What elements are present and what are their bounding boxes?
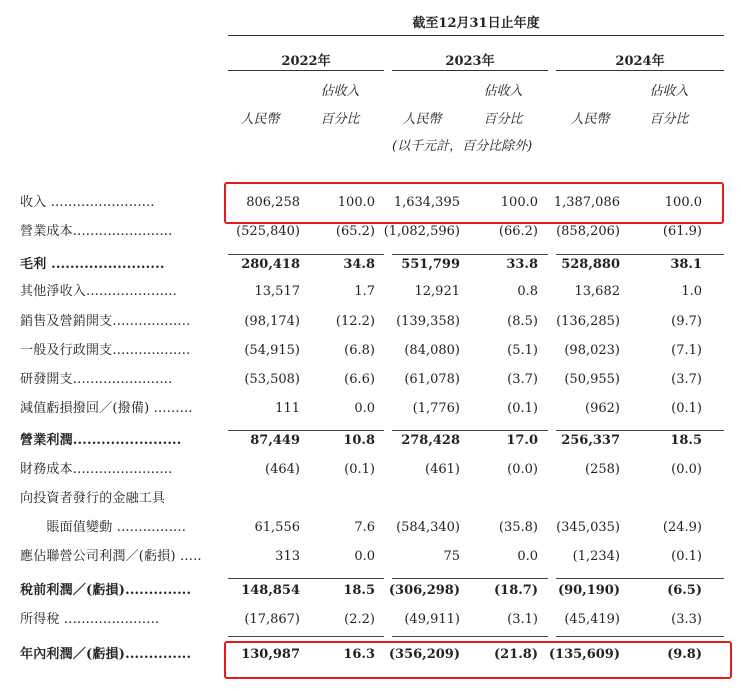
subtotal-rule	[392, 430, 548, 431]
percentage-cell: (3.3)	[671, 612, 702, 627]
row-label: 賬面值變動 ................	[20, 520, 187, 535]
year-rule-2022	[228, 70, 384, 71]
row-label: 所得稅 ......................	[20, 612, 160, 627]
row-label: 財務成本.......................	[20, 462, 173, 477]
percentage-cell: (5.1)	[507, 343, 538, 358]
percentage-cell: (24.9)	[662, 520, 702, 535]
year-2024: 2024年	[615, 54, 665, 69]
row-label: 研發開支.......................	[20, 372, 173, 387]
revenue-highlight-box	[224, 182, 724, 224]
percentage-cell: (6.5)	[667, 583, 702, 598]
row-label: 銷售及營銷開支..................	[20, 314, 191, 329]
col-rmb-2023: 人民幣	[402, 112, 442, 127]
row-label: 稅前利潤／(虧損)..............	[20, 583, 192, 598]
amount-cell: (90,190)	[557, 583, 620, 598]
row-label: 年內利潤／(虧損)..............	[20, 647, 192, 662]
percentage-cell: (8.5)	[507, 314, 538, 329]
year-rule-2023	[392, 70, 548, 71]
amount-cell: (45,419)	[564, 612, 620, 627]
amount-cell: 148,854	[241, 583, 300, 598]
percentage-cell: 0.0	[354, 549, 375, 564]
percentage-cell: (3.7)	[671, 372, 702, 387]
amount-cell: 528,880	[561, 257, 620, 272]
header-rule	[228, 35, 724, 36]
amount-cell: 130,987	[241, 647, 300, 662]
amount-cell: (962)	[585, 401, 620, 416]
percentage-cell: (7.1)	[671, 343, 702, 358]
col-pct-2023-line1: 佔收入	[483, 84, 523, 99]
col-pct-2022-line2: 百分比	[320, 112, 360, 127]
amount-cell: (258)	[585, 462, 620, 477]
amount-cell: 278,428	[401, 433, 460, 448]
amount-cell: 111	[275, 401, 300, 416]
amount-cell: (525,840)	[236, 224, 300, 239]
amount-cell: (461)	[425, 462, 460, 477]
row-label: 其他淨收入.....................	[20, 284, 177, 299]
row-label: 減值虧損撥回／(撥備) .........	[20, 401, 193, 416]
col-pct-2024-line1: 佔收入	[649, 84, 689, 99]
col-pct-2024-line2: 百分比	[649, 112, 689, 127]
col-pct-2023-line2: 百分比	[483, 112, 523, 127]
amount-cell: (84,080)	[404, 343, 460, 358]
percentage-cell: (9.8)	[667, 647, 702, 662]
amount-cell: 75	[443, 549, 460, 564]
subtotal-rule	[228, 636, 384, 637]
table-row	[0, 485, 741, 512]
amount-cell: (50,955)	[564, 372, 620, 387]
percentage-cell: 34.8	[343, 257, 375, 272]
amount-cell: (17,867)	[244, 612, 300, 627]
table-row	[0, 308, 741, 335]
row-label: 營業利潤.......................	[20, 433, 182, 448]
amount-cell: (136,285)	[556, 314, 620, 329]
net-profit-highlight-box	[224, 641, 732, 679]
col-rmb-2022: 人民幣	[240, 112, 280, 127]
percentage-cell: (3.7)	[507, 372, 538, 387]
year-rule-2024	[556, 70, 724, 71]
amount-cell: (345,035)	[556, 520, 620, 535]
percentage-cell: (35.8)	[498, 520, 538, 535]
amount-cell: 13,517	[254, 284, 300, 299]
percentage-cell: (12.2)	[335, 314, 375, 329]
percentage-cell: 100.0	[664, 195, 702, 210]
row-label: 收入 ........................	[20, 195, 155, 210]
amount-cell: 87,449	[250, 433, 300, 448]
row-label: 營業成本.......................	[20, 224, 173, 239]
percentage-cell: 100.0	[500, 195, 538, 210]
percentage-cell: 1.0	[681, 284, 702, 299]
table-row	[0, 366, 741, 393]
row-label: 一般及行政開支..................	[20, 343, 191, 358]
amount-cell: 1,634,395	[393, 195, 460, 210]
percentage-cell: 0.0	[354, 401, 375, 416]
percentage-cell: (3.1)	[507, 612, 538, 627]
percentage-cell: 10.8	[343, 433, 375, 448]
table-row	[0, 395, 741, 422]
percentage-cell: (0.1)	[671, 549, 702, 564]
year-2023: 2023年	[445, 54, 495, 69]
percentage-cell: 33.8	[506, 257, 538, 272]
subtotal-rule	[556, 254, 724, 255]
amount-cell: (139,358)	[396, 314, 460, 329]
percentage-cell: (65.2)	[335, 224, 375, 239]
subtotal-rule	[556, 636, 724, 637]
amount-cell: 1,387,086	[553, 195, 620, 210]
percentage-cell: (6.8)	[344, 343, 375, 358]
amount-cell: (306,298)	[388, 583, 460, 598]
percentage-cell: (6.6)	[344, 372, 375, 387]
amount-cell: 13,682	[574, 284, 620, 299]
percentage-cell: 18.5	[343, 583, 375, 598]
percentage-cell: 7.6	[354, 520, 375, 535]
row-label: 毛利 ........................	[20, 257, 165, 272]
col-pct-2022-line1: 佔收入	[320, 84, 360, 99]
percentage-cell: (0.1)	[671, 401, 702, 416]
amount-cell: 12,921	[414, 284, 460, 299]
amount-cell: 806,258	[246, 195, 300, 210]
col-rmb-2024: 人民幣	[570, 112, 610, 127]
table-row	[0, 427, 741, 454]
percentage-cell: (0.1)	[344, 462, 375, 477]
percentage-cell: (66.2)	[498, 224, 538, 239]
table-row	[0, 514, 741, 541]
percentage-cell: 100.0	[337, 195, 375, 210]
amount-cell: 61,556	[254, 520, 300, 535]
table-row	[0, 606, 741, 633]
amount-cell: (53,508)	[244, 372, 300, 387]
row-label: 應佔聯營公司利潤／(虧損) .....	[20, 549, 202, 564]
amount-cell: (858,206)	[556, 224, 620, 239]
amount-cell: (356,209)	[388, 647, 460, 662]
amount-cell: (61,078)	[404, 372, 460, 387]
percentage-cell: 18.5	[670, 433, 702, 448]
amount-cell: (98,174)	[244, 314, 300, 329]
amount-cell: 551,799	[401, 257, 460, 272]
percentage-cell: (2.2)	[344, 612, 375, 627]
amount-cell: (464)	[265, 462, 300, 477]
percentage-cell: 16.3	[343, 647, 375, 662]
percentage-cell: (21.8)	[494, 647, 538, 662]
amount-cell: (1,234)	[572, 549, 620, 564]
subtotal-rule	[228, 578, 384, 579]
percentage-cell: (9.7)	[671, 314, 702, 329]
table-row	[0, 251, 741, 278]
amount-cell: (54,915)	[244, 343, 300, 358]
amount-cell: (49,911)	[404, 612, 460, 627]
amount-cell: 313	[275, 549, 300, 564]
amount-cell: 280,418	[241, 257, 300, 272]
table-row	[0, 456, 741, 483]
units-note: (以千元計，百分比除外)	[392, 139, 533, 154]
table-row	[0, 543, 741, 570]
amount-cell: (584,340)	[396, 520, 460, 535]
year-2022: 2022年	[281, 54, 331, 69]
percentage-cell: (0.0)	[671, 462, 702, 477]
subtotal-rule	[556, 430, 724, 431]
subtotal-rule	[392, 636, 548, 637]
amount-cell: 256,337	[561, 433, 620, 448]
amount-cell: (135,609)	[548, 647, 620, 662]
subtotal-rule	[228, 430, 384, 431]
percentage-cell: (18.7)	[494, 583, 538, 598]
amount-cell: (1,776)	[412, 401, 460, 416]
subtotal-rule	[228, 254, 384, 255]
percentage-cell: (0.0)	[507, 462, 538, 477]
table-row	[0, 278, 741, 305]
subtotal-rule	[392, 254, 548, 255]
percentage-cell: (0.1)	[507, 401, 538, 416]
percentage-cell: 1.7	[354, 284, 375, 299]
subtotal-rule	[392, 578, 548, 579]
amount-cell: (1,082,596)	[383, 224, 460, 239]
amount-cell: (98,023)	[564, 343, 620, 358]
percentage-cell: 0.0	[517, 549, 538, 564]
percentage-cell: 17.0	[506, 433, 538, 448]
row-label: 向投資者發行的金融工具	[20, 491, 166, 506]
percentage-cell: 38.1	[670, 257, 702, 272]
period-header: 截至12月31日止年度	[412, 16, 540, 31]
table-row	[0, 337, 741, 364]
subtotal-rule	[556, 578, 724, 579]
table-row	[0, 577, 741, 604]
percentage-cell: 0.8	[517, 284, 538, 299]
percentage-cell: (61.9)	[662, 224, 702, 239]
